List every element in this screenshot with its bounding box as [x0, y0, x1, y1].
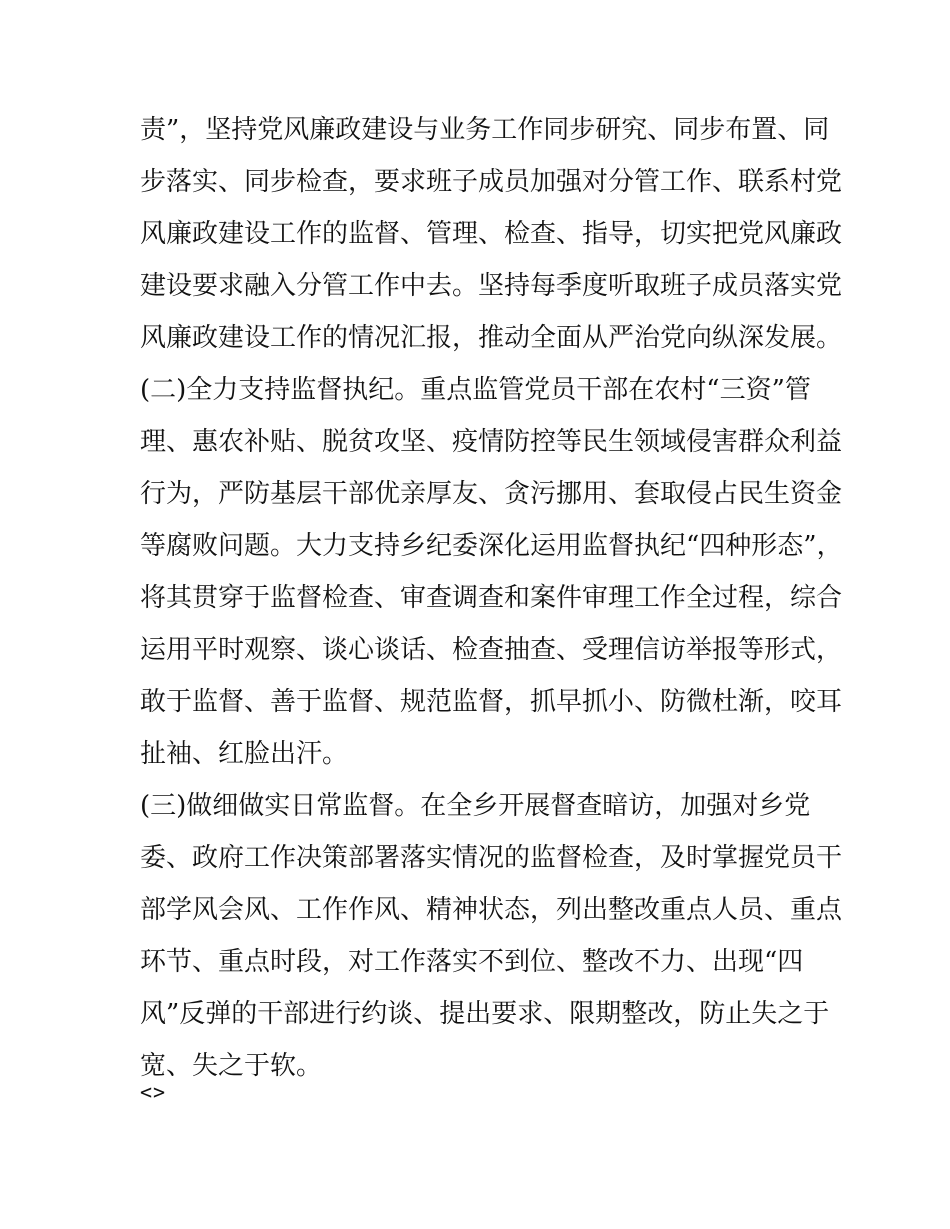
text-line: 责”，坚持党风廉政建设与业务工作同步研究、同步布置、同: [140, 115, 830, 145]
end-mark: <>: [140, 1080, 167, 1104]
text-line: 宽、失之于软。: [140, 1051, 323, 1081]
text-line: 扯袖、红脸出汗。: [140, 739, 349, 769]
section-heading-line: (二)全力支持监督执纪。重点监管党员干部在农村“三资”管: [140, 375, 811, 405]
text-line: 等腐败问题。大力支持乡纪委深化运用监督执纪“四种形态”，: [140, 531, 843, 561]
text-line: 敢于监督、善于监督、规范监督，抓早抓小、防微杜渐，咬耳: [140, 687, 843, 717]
text-line: 步落实、同步检查，要求班子成员加强对分管工作、联系村党: [140, 167, 843, 197]
text-line: 理、惠农补贴、脱贫攻坚、疫情防控等民生领域侵害群众利益: [140, 427, 843, 457]
text-line: 将其贯穿于监督检查、审查调查和案件审理工作全过程，综合: [140, 583, 843, 613]
text-line: 部学风会风、工作作风、精神状态，列出整改重点人员、重点: [140, 895, 843, 925]
text-line: 行为，严防基层干部优亲厚友、贪污挪用、套取侵占民生资金: [140, 479, 843, 509]
text-line: 风廉政建设工作的监督、管理、检查、指导，切实把党风廉政: [140, 219, 843, 249]
text-line: 运用平时观察、谈心谈话、检查抽查、受理信访举报等形式，: [140, 635, 843, 665]
text-line: 环节、重点时段，对工作落实不到位、整改不力、出现“四: [140, 947, 804, 977]
text-line: 风廉政建设工作的情况汇报，推动全面从严治党向纵深发展。: [140, 323, 843, 353]
section-heading-line: (三)做细做实日常监督。在全乡开展督查暗访，加强对乡党: [140, 791, 811, 821]
text-line: 委、政府工作决策部署落实情况的监督检查，及时掌握党员干: [140, 843, 843, 873]
text-line: 建设要求融入分管工作中去。坚持每季度听取班子成员落实党: [140, 271, 843, 301]
text-line: 风”反弹的干部进行约谈、提出要求、限期整改，防止失之于: [140, 999, 830, 1029]
